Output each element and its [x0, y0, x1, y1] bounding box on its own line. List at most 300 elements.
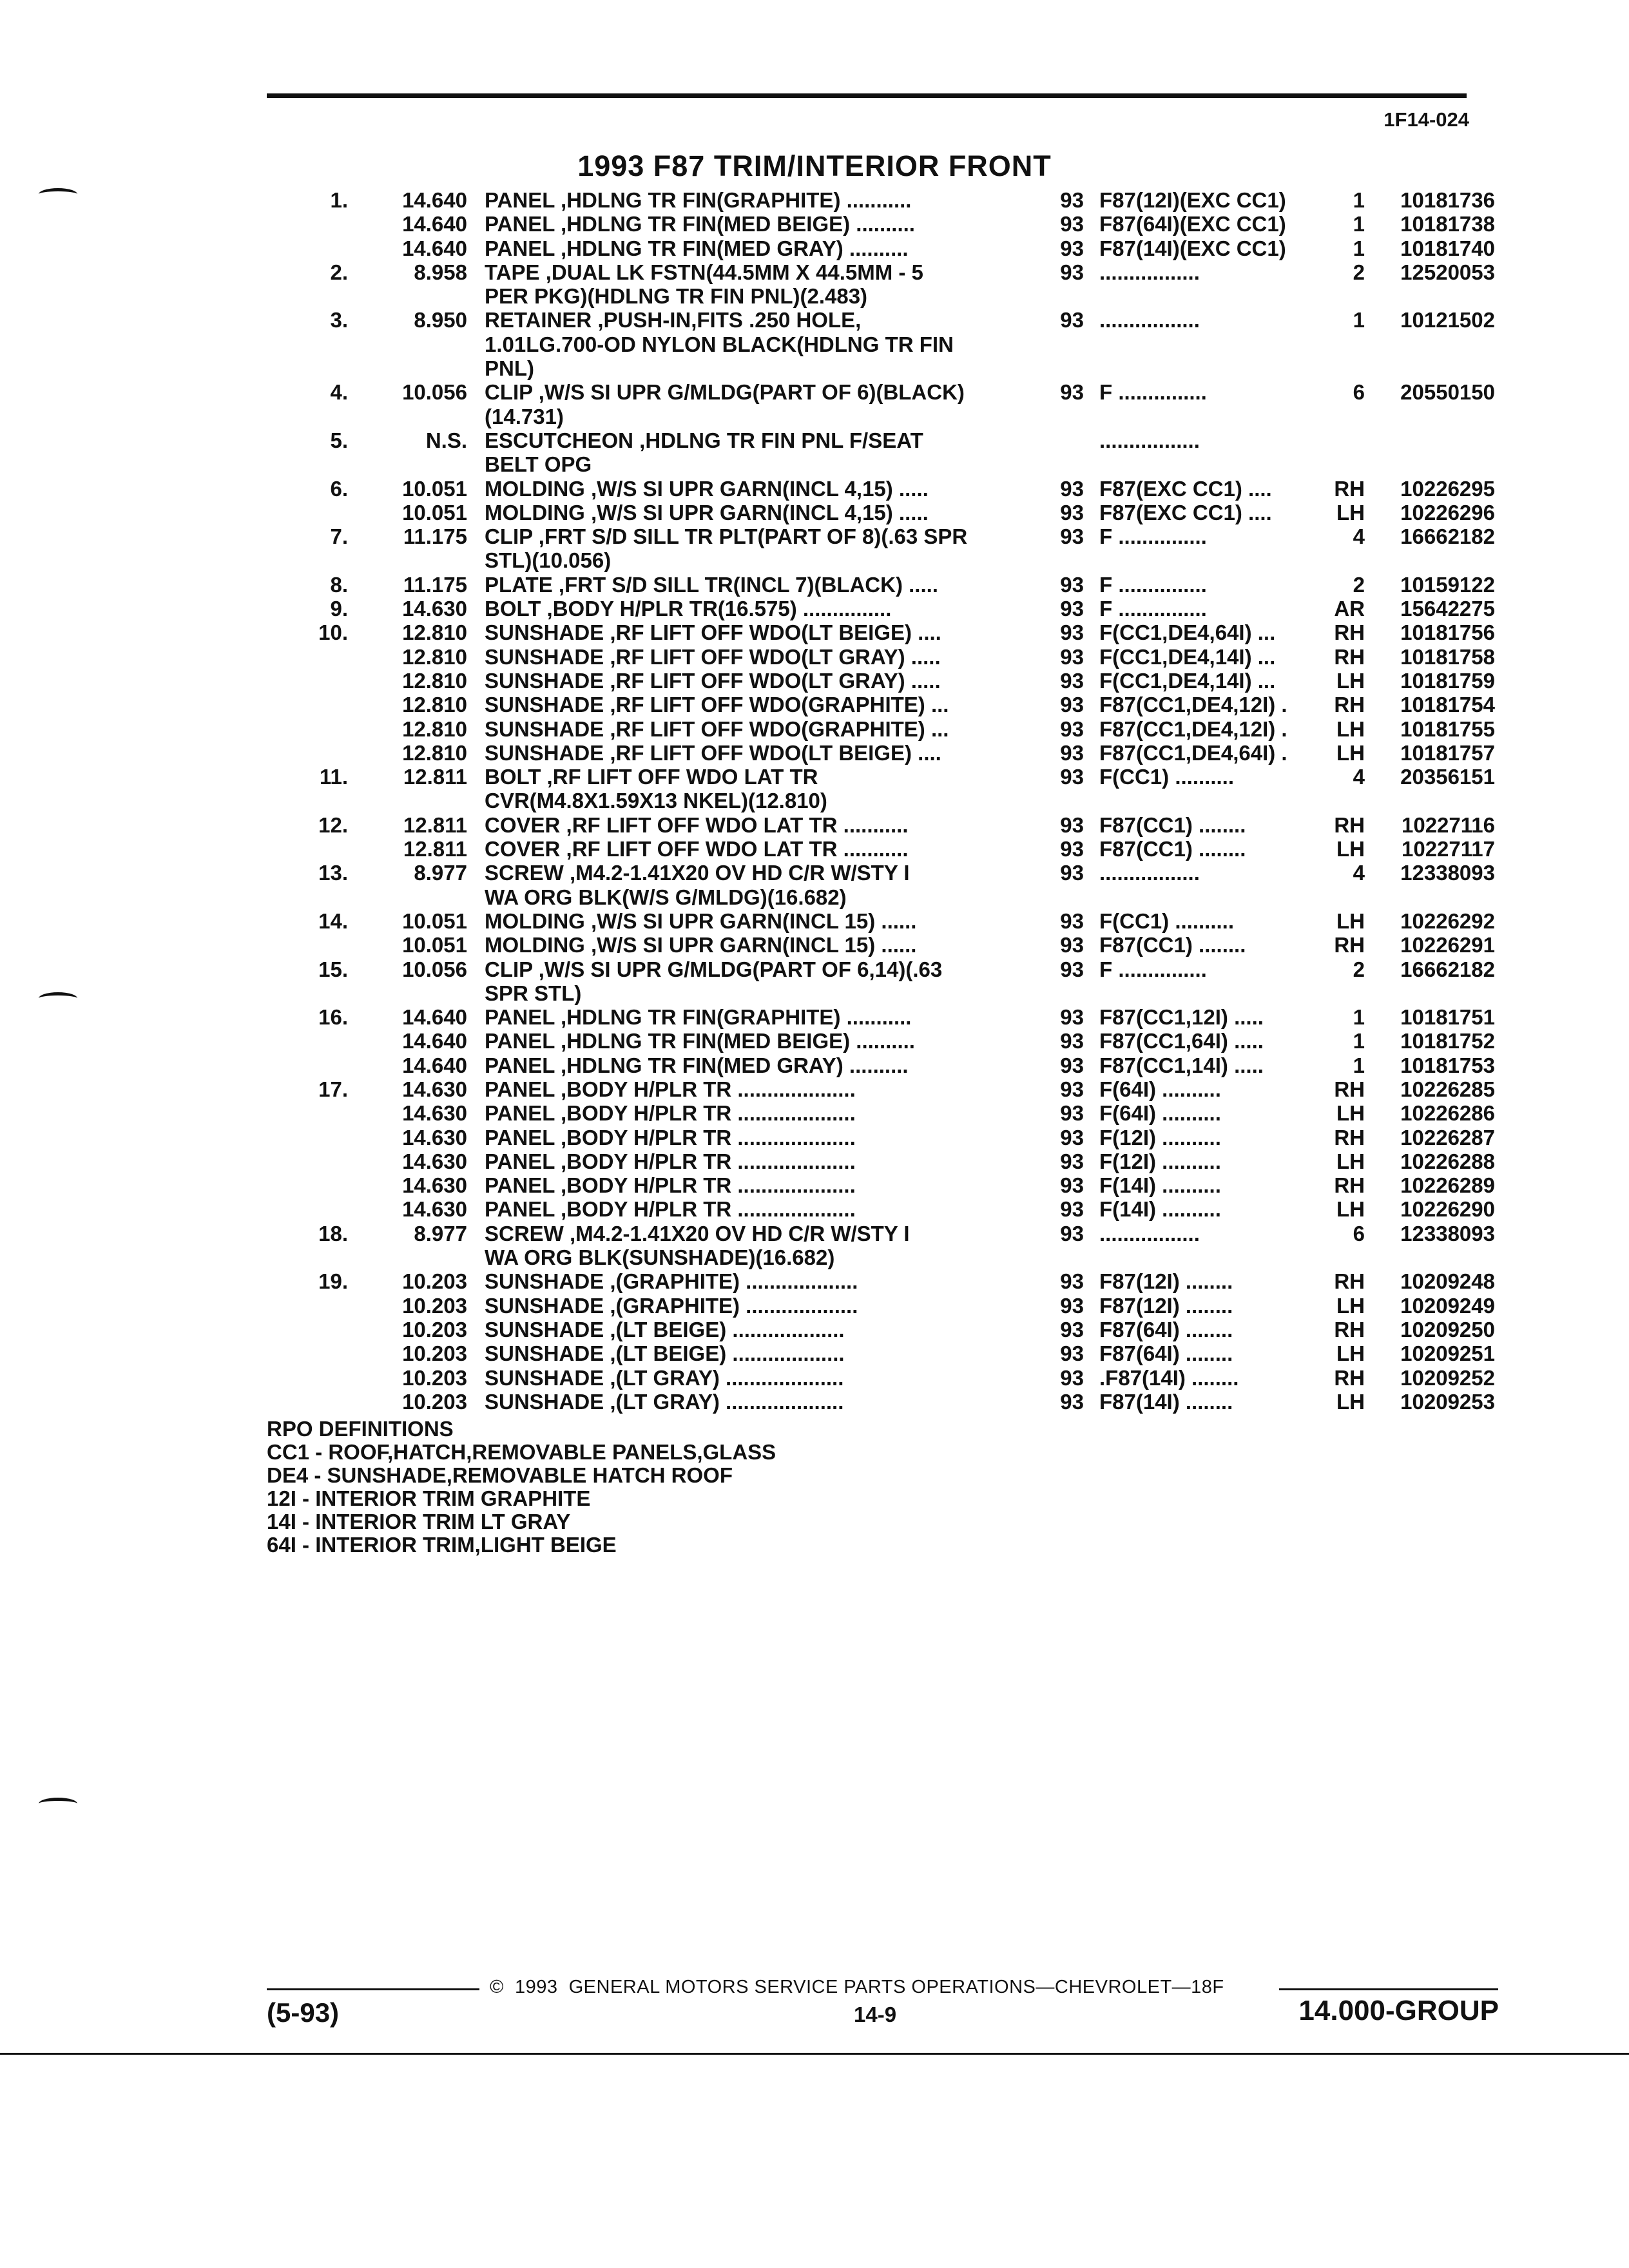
- quantity: 4: [1353, 861, 1365, 885]
- quantity: 2: [1353, 260, 1365, 284]
- model-year: 93: [1060, 716, 1084, 741]
- model-year: 93: [1060, 1269, 1084, 1294]
- parts-row: [0, 428, 1629, 452]
- model-year: 93: [1060, 380, 1084, 405]
- part-number: 12338093: [1400, 861, 1495, 885]
- quantity: 1: [1353, 236, 1365, 260]
- group-number: 10.203: [402, 1269, 467, 1294]
- footer-rule-left: [267, 1988, 479, 1990]
- parts-row: [0, 909, 1629, 933]
- part-description: SUNSHADE ,(GRAPHITE) ...................: [485, 1269, 858, 1294]
- model-year: 93: [1060, 620, 1084, 645]
- application: .................: [1099, 1221, 1200, 1245]
- group-number: N.S.: [425, 428, 467, 452]
- part-description: PANEL ,HDLNG TR FIN(GRAPHITE) ...........: [485, 1005, 912, 1030]
- model-year: 93: [1060, 933, 1084, 957]
- parts-row: [0, 332, 1629, 356]
- quantity: LH: [1336, 837, 1365, 861]
- application: F ...............: [1099, 524, 1207, 549]
- part-number: 10226295: [1400, 476, 1495, 501]
- part-number: 10181740: [1400, 236, 1495, 260]
- application: .................: [1099, 308, 1200, 332]
- part-description: SUNSHADE ,RF LIFT OFF WDO(LT BEIGE) ....: [485, 620, 941, 645]
- binder-mark: [39, 992, 77, 1004]
- part-number: 10226289: [1400, 1173, 1495, 1198]
- part-description: PER PKG)(HDLNG TR FIN PNL)(2.483): [485, 284, 868, 309]
- part-description: SPR STL): [485, 981, 582, 1005]
- item-number: 6.: [330, 476, 348, 501]
- part-number: 10209250: [1400, 1317, 1495, 1341]
- part-description: WA ORG BLK(W/S G/MLDG)(16.682): [485, 885, 847, 909]
- quantity: 4: [1353, 765, 1365, 789]
- parts-row: [0, 380, 1629, 404]
- parts-row: [0, 933, 1629, 957]
- application: F87(EXC CC1) ....: [1099, 476, 1272, 501]
- model-year: 93: [1060, 1101, 1084, 1126]
- application: F(12I) ..........: [1099, 1125, 1221, 1149]
- header-rule: [267, 93, 1467, 98]
- group-number: 14.640: [402, 1029, 467, 1053]
- part-description: PANEL ,BODY H/PLR TR ....................: [485, 1173, 856, 1198]
- revision-date: (5-93): [267, 1997, 340, 2028]
- group-number: 12.810: [402, 620, 467, 645]
- item-number: 16.: [318, 1005, 348, 1030]
- part-number: 10226287: [1400, 1125, 1495, 1149]
- parts-row: [0, 1390, 1629, 1414]
- part-number: 10209249: [1400, 1293, 1495, 1318]
- parts-row: [0, 1173, 1629, 1197]
- part-number: 16662182: [1400, 524, 1495, 549]
- part-description: CLIP ,FRT S/D SILL TR PLT(PART OF 8)(.63 SPR: [485, 524, 968, 549]
- quantity: RH: [1334, 1365, 1365, 1390]
- item-number: 14.: [318, 908, 348, 933]
- part-number: 10181753: [1400, 1053, 1495, 1077]
- quantity: 6: [1353, 380, 1365, 405]
- part-description: COVER ,RF LIFT OFF WDO LAT TR ...........: [485, 812, 909, 837]
- quantity: 1: [1353, 308, 1365, 332]
- group-number: 12.810: [402, 716, 467, 741]
- part-number: 10227116: [1401, 812, 1495, 837]
- parts-row: [0, 597, 1629, 620]
- part-description: SUNSHADE ,RF LIFT OFF WDO(GRAPHITE) ...: [485, 716, 949, 741]
- part-description: CLIP ,W/S SI UPR G/MLDG(PART OF 6)(BLACK): [485, 380, 965, 405]
- parts-row: [0, 765, 1629, 789]
- part-number: 10209252: [1400, 1365, 1495, 1390]
- part-number: 10209251: [1400, 1341, 1495, 1366]
- part-number: 12520053: [1400, 260, 1495, 284]
- part-description: (14.731): [485, 404, 564, 428]
- rpo-definitions: [267, 1418, 776, 1557]
- model-year: 93: [1060, 476, 1084, 501]
- quantity: LH: [1336, 1341, 1365, 1366]
- part-number: 10226292: [1400, 908, 1495, 933]
- application: F(64I) ..........: [1099, 1077, 1221, 1101]
- item-number: 8.: [330, 572, 348, 597]
- application: F(64I) ..........: [1099, 1101, 1221, 1126]
- group-number: 12.810: [402, 740, 467, 765]
- model-year: 93: [1060, 1077, 1084, 1101]
- application: F87(14I)(EXC CC1): [1099, 236, 1286, 260]
- group-number: 10.203: [402, 1317, 467, 1341]
- part-description: SCREW ,M4.2-1.41X20 OV HD C/R W/STY I: [485, 861, 910, 885]
- model-year: 93: [1060, 1173, 1084, 1198]
- group-number: 8.977: [414, 861, 467, 885]
- quantity: 1: [1353, 188, 1365, 212]
- group-number: 14.630: [402, 1101, 467, 1126]
- model-year: 93: [1060, 260, 1084, 284]
- group-number: 12.810: [402, 644, 467, 669]
- quantity: 1: [1353, 1053, 1365, 1077]
- parts-row: [0, 669, 1629, 693]
- application: F87(12I)(EXC CC1): [1099, 188, 1286, 212]
- group-number: 14.630: [402, 597, 467, 621]
- item-number: 11.: [319, 765, 348, 789]
- application: F87(12I) ........: [1099, 1269, 1233, 1294]
- model-year: 93: [1060, 908, 1084, 933]
- part-description: PANEL ,BODY H/PLR TR ....................: [485, 1077, 856, 1101]
- rpo-heading: RPO DEFINITIONS: [267, 1417, 454, 1441]
- model-year: 93: [1060, 1221, 1084, 1245]
- quantity: 6: [1353, 1221, 1365, 1245]
- model-year: 93: [1060, 1053, 1084, 1077]
- model-year: 93: [1060, 957, 1084, 981]
- group-number: 8.958: [414, 260, 467, 284]
- part-description: SUNSHADE ,(LT BEIGE) ...................: [485, 1341, 845, 1366]
- application: F ...............: [1099, 572, 1207, 597]
- page-bottom-rule: [0, 2053, 1629, 2055]
- part-description: PLATE ,FRT S/D SILL TR(INCL 7)(BLACK) .....: [485, 572, 938, 597]
- application: F(14I) ..........: [1099, 1197, 1221, 1222]
- part-number: 10181758: [1400, 644, 1495, 669]
- item-number: 10.: [318, 620, 348, 645]
- application: F87(14I) ........: [1099, 1389, 1233, 1414]
- item-number: 17.: [318, 1077, 348, 1101]
- part-description: SUNSHADE ,RF LIFT OFF WDO(LT GRAY) .....: [485, 668, 941, 693]
- application: F(CC1) ..........: [1099, 908, 1235, 933]
- parts-row: [0, 573, 1629, 597]
- part-number: 10121502: [1400, 308, 1495, 332]
- application: .F87(14I) ........: [1099, 1365, 1239, 1390]
- model-year: 93: [1060, 812, 1084, 837]
- part-number: 10181756: [1400, 620, 1495, 645]
- part-number: 12338093: [1400, 1221, 1495, 1245]
- model-year: 93: [1060, 644, 1084, 669]
- model-year: 93: [1060, 1365, 1084, 1390]
- model-year: 93: [1060, 1389, 1084, 1414]
- part-description: CLIP ,W/S SI UPR G/MLDG(PART OF 6,14)(.63: [485, 957, 943, 981]
- parts-row: [0, 308, 1629, 332]
- model-year: 93: [1060, 1149, 1084, 1173]
- part-number: 10226286: [1400, 1101, 1495, 1126]
- part-number: 10181754: [1400, 693, 1495, 717]
- item-number: 13.: [318, 861, 348, 885]
- parts-row: [0, 477, 1629, 501]
- part-number: 10181751: [1400, 1005, 1495, 1030]
- quantity: LH: [1336, 908, 1365, 933]
- part-description: PANEL ,HDLNG TR FIN(MED BEIGE) ..........: [485, 212, 915, 236]
- rpo-line: 64I - INTERIOR TRIM,LIGHT BEIGE: [267, 1533, 617, 1557]
- application: F87(64I)(EXC CC1): [1099, 212, 1286, 236]
- parts-row: [0, 501, 1629, 524]
- group-label: 14.000-GROUP: [1298, 1995, 1499, 2026]
- part-description: SUNSHADE ,(LT GRAY) ....................: [485, 1389, 844, 1414]
- model-year: 93: [1060, 1125, 1084, 1149]
- model-year: 93: [1060, 212, 1084, 236]
- parts-row: [0, 405, 1629, 428]
- page-number: 14-9: [854, 2003, 897, 2026]
- group-number: 10.056: [402, 957, 467, 981]
- group-number: 12.811: [403, 837, 467, 861]
- parts-row: [0, 1053, 1629, 1077]
- parts-row: [0, 1197, 1629, 1221]
- quantity: RH: [1334, 1269, 1365, 1294]
- quantity: RH: [1334, 476, 1365, 501]
- item-number: 3.: [330, 308, 348, 332]
- part-number: 10226291: [1400, 933, 1495, 957]
- group-number: 10.203: [402, 1293, 467, 1318]
- group-number: 12.811: [403, 765, 467, 789]
- part-number: 15642275: [1400, 597, 1495, 621]
- parts-row: [0, 1341, 1629, 1365]
- application: F87(CC1,DE4,12I) .: [1099, 716, 1287, 741]
- application: F87(CC1,14I) .....: [1099, 1053, 1264, 1077]
- model-year: 93: [1060, 500, 1084, 524]
- quantity: 2: [1353, 957, 1365, 981]
- binder-mark: [39, 1798, 77, 1810]
- model-year: 93: [1060, 765, 1084, 789]
- application: F(CC1,DE4,64I) ...: [1099, 620, 1276, 645]
- part-description: BELT OPG: [485, 452, 592, 477]
- model-year: 93: [1060, 597, 1084, 621]
- rpo-line: 14I - INTERIOR TRIM LT GRAY: [267, 1510, 571, 1533]
- group-number: 10.051: [402, 933, 467, 957]
- item-number: 19.: [318, 1269, 348, 1294]
- parts-row: [0, 789, 1629, 812]
- group-number: 14.640: [402, 1005, 467, 1030]
- quantity: 1: [1353, 212, 1365, 236]
- parts-row: [0, 260, 1629, 284]
- part-description: PANEL ,HDLNG TR FIN(MED GRAY) ..........: [485, 1053, 909, 1077]
- model-year: 93: [1060, 668, 1084, 693]
- part-description: BOLT ,RF LIFT OFF WDO LAT TR: [485, 765, 818, 789]
- application: .................: [1099, 428, 1200, 452]
- application: F87(CC1,64I) .....: [1099, 1029, 1264, 1053]
- group-number: 14.630: [402, 1125, 467, 1149]
- group-number: 12.810: [402, 668, 467, 693]
- quantity: LH: [1336, 1197, 1365, 1222]
- group-number: 14.640: [402, 1053, 467, 1077]
- model-year: 93: [1060, 693, 1084, 717]
- parts-row: [0, 1366, 1629, 1390]
- parts-row: [0, 1222, 1629, 1245]
- application: F(12I) ..........: [1099, 1149, 1221, 1173]
- part-description: SUNSHADE ,RF LIFT OFF WDO(LT BEIGE) ....: [485, 740, 941, 765]
- model-year: 93: [1060, 1341, 1084, 1366]
- part-number: 10181752: [1400, 1029, 1495, 1053]
- rpo-line: DE4 - SUNSHADE,REMOVABLE HATCH ROOF: [267, 1463, 733, 1487]
- part-number: 10226288: [1400, 1149, 1495, 1173]
- item-number: 4.: [330, 380, 348, 405]
- quantity: RH: [1334, 1125, 1365, 1149]
- group-number: 12.810: [402, 693, 467, 717]
- item-number: 12.: [318, 812, 348, 837]
- item-number: 18.: [318, 1221, 348, 1245]
- application: F87(64I) ........: [1099, 1341, 1233, 1366]
- part-number: 10226290: [1400, 1197, 1495, 1222]
- part-description: SUNSHADE ,RF LIFT OFF WDO(GRAPHITE) ...: [485, 693, 949, 717]
- parts-row: [0, 717, 1629, 741]
- application: F ...............: [1099, 957, 1207, 981]
- part-description: MOLDING ,W/S SI UPR GARN(INCL 15) ......: [485, 908, 917, 933]
- part-description: TAPE ,DUAL LK FSTN(44.5MM X 44.5MM - 5: [485, 260, 923, 284]
- item-number: 7.: [330, 524, 348, 549]
- item-number: 5.: [330, 428, 348, 452]
- parts-row: [0, 1029, 1629, 1053]
- part-description: ESCUTCHEON ,HDLNG TR FIN PNL F/SEAT: [485, 428, 923, 452]
- group-number: 14.630: [402, 1197, 467, 1222]
- parts-row: [0, 861, 1629, 885]
- part-description: COVER ,RF LIFT OFF WDO LAT TR ...........: [485, 837, 909, 861]
- parts-row: [0, 236, 1629, 260]
- parts-row: [0, 1269, 1629, 1293]
- application: F87(CC1) ........: [1099, 933, 1246, 957]
- group-number: 14.640: [402, 236, 467, 260]
- application: F(CC1,DE4,14I) ...: [1099, 668, 1276, 693]
- quantity: RH: [1334, 933, 1365, 957]
- part-number: 20356151: [1400, 765, 1495, 789]
- model-year: 93: [1060, 572, 1084, 597]
- part-description: PANEL ,BODY H/PLR TR ....................: [485, 1149, 856, 1173]
- parts-row: [0, 813, 1629, 837]
- group-number: 11.175: [403, 524, 467, 549]
- quantity: RH: [1334, 812, 1365, 837]
- quantity: RH: [1334, 1317, 1365, 1341]
- part-description: STL)(10.056): [485, 548, 612, 573]
- part-number: 16662182: [1400, 957, 1495, 981]
- quantity: LH: [1336, 1101, 1365, 1126]
- part-description: PANEL ,HDLNG TR FIN(MED BEIGE) ..........: [485, 1029, 915, 1053]
- parts-row: [0, 1318, 1629, 1341]
- group-number: 14.640: [402, 188, 467, 212]
- group-number: 14.630: [402, 1077, 467, 1101]
- group-number: 14.630: [402, 1149, 467, 1173]
- part-number: 10181759: [1400, 668, 1495, 693]
- part-number: 10159122: [1400, 572, 1495, 597]
- model-year: 93: [1060, 236, 1084, 260]
- parts-row: [0, 284, 1629, 308]
- group-number: 10.051: [402, 500, 467, 524]
- application: F87(CC1) ........: [1099, 837, 1246, 861]
- parts-row: [0, 1126, 1629, 1149]
- quantity: RH: [1334, 644, 1365, 669]
- quantity: 4: [1353, 524, 1365, 549]
- part-description: PANEL ,HDLNG TR FIN(MED GRAY) ..........: [485, 236, 909, 260]
- item-number: 2.: [330, 260, 348, 284]
- group-number: 8.977: [414, 1221, 467, 1245]
- quantity: RH: [1334, 1077, 1365, 1101]
- application: F ...............: [1099, 380, 1207, 405]
- parts-row: [0, 741, 1629, 765]
- parts-row: [0, 1149, 1629, 1173]
- model-year: 93: [1060, 861, 1084, 885]
- parts-row: [0, 1101, 1629, 1125]
- item-number: 9.: [330, 597, 348, 621]
- parts-list: [0, 188, 1629, 1414]
- part-description: PANEL ,BODY H/PLR TR ....................: [485, 1197, 856, 1222]
- part-description: MOLDING ,W/S SI UPR GARN(INCL 4,15) .....: [485, 500, 929, 524]
- application: F87(64I) ........: [1099, 1317, 1233, 1341]
- quantity: 1: [1353, 1005, 1365, 1030]
- parts-row: [0, 1077, 1629, 1101]
- parts-row: [0, 356, 1629, 380]
- group-number: 10.051: [402, 908, 467, 933]
- application: .................: [1099, 260, 1200, 284]
- quantity: AR: [1334, 597, 1365, 621]
- group-number: 10.203: [402, 1389, 467, 1414]
- quantity: LH: [1336, 740, 1365, 765]
- model-year: 93: [1060, 308, 1084, 332]
- part-description: CVR(M4.8X1.59X13 NKEL)(12.810): [485, 789, 827, 813]
- item-number: 1.: [330, 188, 348, 212]
- application: F87(CC1) ........: [1099, 812, 1246, 837]
- parts-row: [0, 452, 1629, 476]
- parts-row: [0, 645, 1629, 669]
- part-description: PANEL ,BODY H/PLR TR ....................: [485, 1101, 856, 1126]
- quantity: LH: [1336, 500, 1365, 524]
- model-year: 93: [1060, 740, 1084, 765]
- part-description: MOLDING ,W/S SI UPR GARN(INCL 15) ......: [485, 933, 917, 957]
- group-number: 10.056: [402, 380, 467, 405]
- part-number: 10181736: [1400, 188, 1495, 212]
- application: F(14I) ..........: [1099, 1173, 1221, 1198]
- quantity: RH: [1334, 693, 1365, 717]
- part-description: PANEL ,BODY H/PLR TR ....................: [485, 1125, 856, 1149]
- parts-row: [0, 837, 1629, 861]
- application: F(CC1) ..........: [1099, 765, 1235, 789]
- rpo-line: 12I - INTERIOR TRIM GRAPHITE: [267, 1486, 591, 1510]
- part-number: 10181738: [1400, 212, 1495, 236]
- part-number: 20550150: [1400, 380, 1495, 405]
- part-description: WA ORG BLK(SUNSHADE)(16.682): [485, 1245, 835, 1270]
- group-number: 10.203: [402, 1341, 467, 1366]
- quantity: LH: [1336, 1149, 1365, 1173]
- group-number: 10.203: [402, 1365, 467, 1390]
- group-number: 8.950: [414, 308, 467, 332]
- part-description: SUNSHADE ,(GRAPHITE) ...................: [485, 1293, 858, 1318]
- quantity: LH: [1336, 668, 1365, 693]
- parts-row: [0, 1245, 1629, 1269]
- parts-row: [0, 885, 1629, 909]
- group-number: 10.051: [402, 476, 467, 501]
- group-number: 14.640: [402, 212, 467, 236]
- part-number: 10226285: [1400, 1077, 1495, 1101]
- quantity: RH: [1334, 1173, 1365, 1198]
- footer-rule-right: [1279, 1988, 1498, 1990]
- part-number: 10227117: [1401, 837, 1495, 861]
- application: F87(12I) ........: [1099, 1293, 1233, 1318]
- parts-row: [0, 188, 1629, 212]
- part-description: SUNSHADE ,RF LIFT OFF WDO(LT GRAY) .....: [485, 644, 941, 669]
- part-number: 10181755: [1400, 716, 1495, 741]
- part-description: RETAINER ,PUSH-IN,FITS .250 HOLE,: [485, 308, 862, 332]
- application: F87(CC1,DE4,12I) .: [1099, 693, 1287, 717]
- parts-row: [0, 1294, 1629, 1318]
- copyright-notice: © 1993 GENERAL MOTORS SERVICE PARTS OPERATIONS—CHEVROLET—18F: [490, 1977, 1224, 1997]
- quantity: LH: [1336, 1293, 1365, 1318]
- application: F87(CC1,DE4,64I) .: [1099, 740, 1287, 765]
- group-number: 11.175: [403, 572, 467, 597]
- application: F87(EXC CC1) ....: [1099, 500, 1272, 524]
